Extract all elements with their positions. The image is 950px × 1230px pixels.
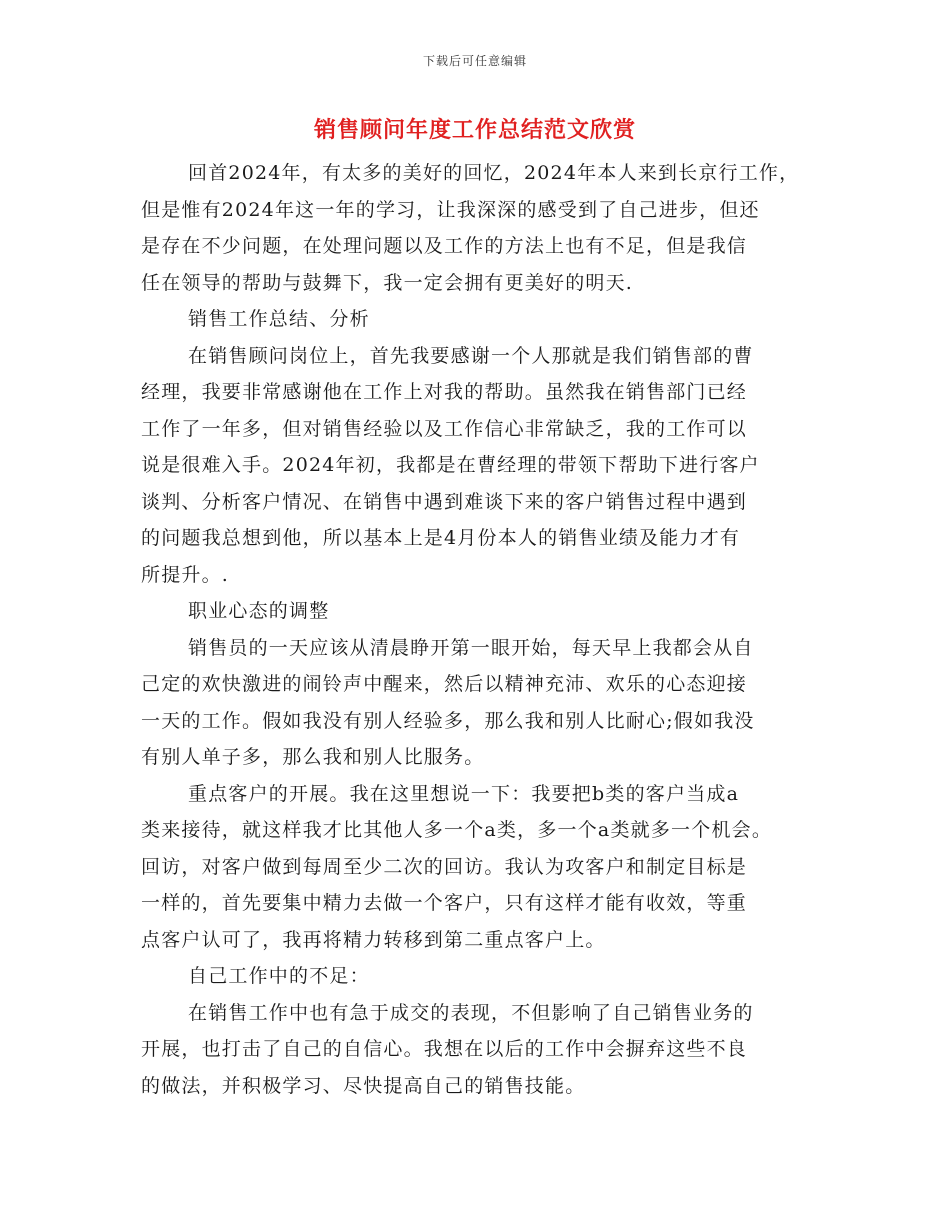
text-line: 类来接待，就这样我才比其他人多一个a类，多一个a类就多一个机会。: [141, 819, 773, 841]
text-line: 的做法，并积极学习、尽快提高自己的销售技能。: [141, 1074, 586, 1097]
section-heading: 自己工作中的不足：: [188, 965, 370, 987]
text-line: 重点客户的开展。我在这里想说一下：我要把b类的客户当成a: [188, 782, 740, 805]
text-line: 点客户认可了，我再将精力转移到第二重点客户上。: [141, 928, 606, 951]
text-line: 的问题我总想到他，所以基本上是4月份本人的销售业绩及能力才有: [141, 527, 741, 549]
section-heading: 销售工作总结、分析: [188, 308, 370, 330]
text-line: 在销售顾问岗位上，首先我要感谢一个人那就是我们销售部的曹: [188, 344, 754, 367]
text-line: 回首2024年，有太多的美好的回忆，2024年本人来到长京行工作，: [188, 162, 800, 184]
text-line: 开展，也打击了自己的自信心。我想在以后的工作中会摒弃这些不良: [141, 1038, 748, 1060]
text-line: 经理，我要非常感谢他在工作上对我的帮助。虽然我在销售部门已经: [141, 381, 748, 403]
text-line: 任在领导的帮助与鼓舞下，我一定会拥有更美好的明天.: [141, 271, 634, 294]
text-line: 销售员的一天应该从清晨睁开第一眼开始，每天早上我都会从自: [188, 636, 754, 659]
text-line: 一天的工作。假如我没有别人经验多，那么我和别人比耐心;假如我没: [141, 709, 755, 732]
text-line: 有别人单子多，那么我和别人比服务。: [141, 746, 485, 768]
text-line: 己定的欢快激进的闹铃声中醒来，然后以精神充沛、欢乐的心态迎接: [141, 673, 748, 695]
page-header: 下载后可任意编辑: [422, 54, 527, 68]
text-line: 是存在不少问题，在处理问题以及工作的方法上也有不足，但是我信: [141, 235, 748, 257]
text-line: 谈判、分析客户情况、在销售中遇到难谈下来的客户销售过程中遇到: [141, 490, 748, 513]
document-body: [141, 155, 841, 1104]
text-line: 在销售工作中也有急于成交的表现，不但影响了自己销售业务的: [188, 1001, 754, 1024]
document-title: 销售顾问年度工作总结范文欣赏: [313, 117, 636, 143]
text-line: 说是很难入手。2024年初，我都是在曹经理的带领下帮助下进行客户: [141, 454, 760, 476]
text-line: 所提升。.: [141, 563, 230, 586]
text-line: 但是惟有2024年这一年的学习，让我深深的感受到了自己进步，但还: [141, 198, 760, 221]
text-line: 回访，对客户做到每周至少二次的回访。我认为攻客户和制定目标是: [141, 855, 748, 878]
text-line: 一样的，首先要集中精力去做一个客户，只有这样才能有收效，等重: [141, 892, 748, 914]
text-line: 工作了一年多，但对销售经验以及工作信心非常缺乏，我的工作可以: [141, 417, 748, 440]
section-heading: 职业心态的调整: [188, 600, 330, 622]
